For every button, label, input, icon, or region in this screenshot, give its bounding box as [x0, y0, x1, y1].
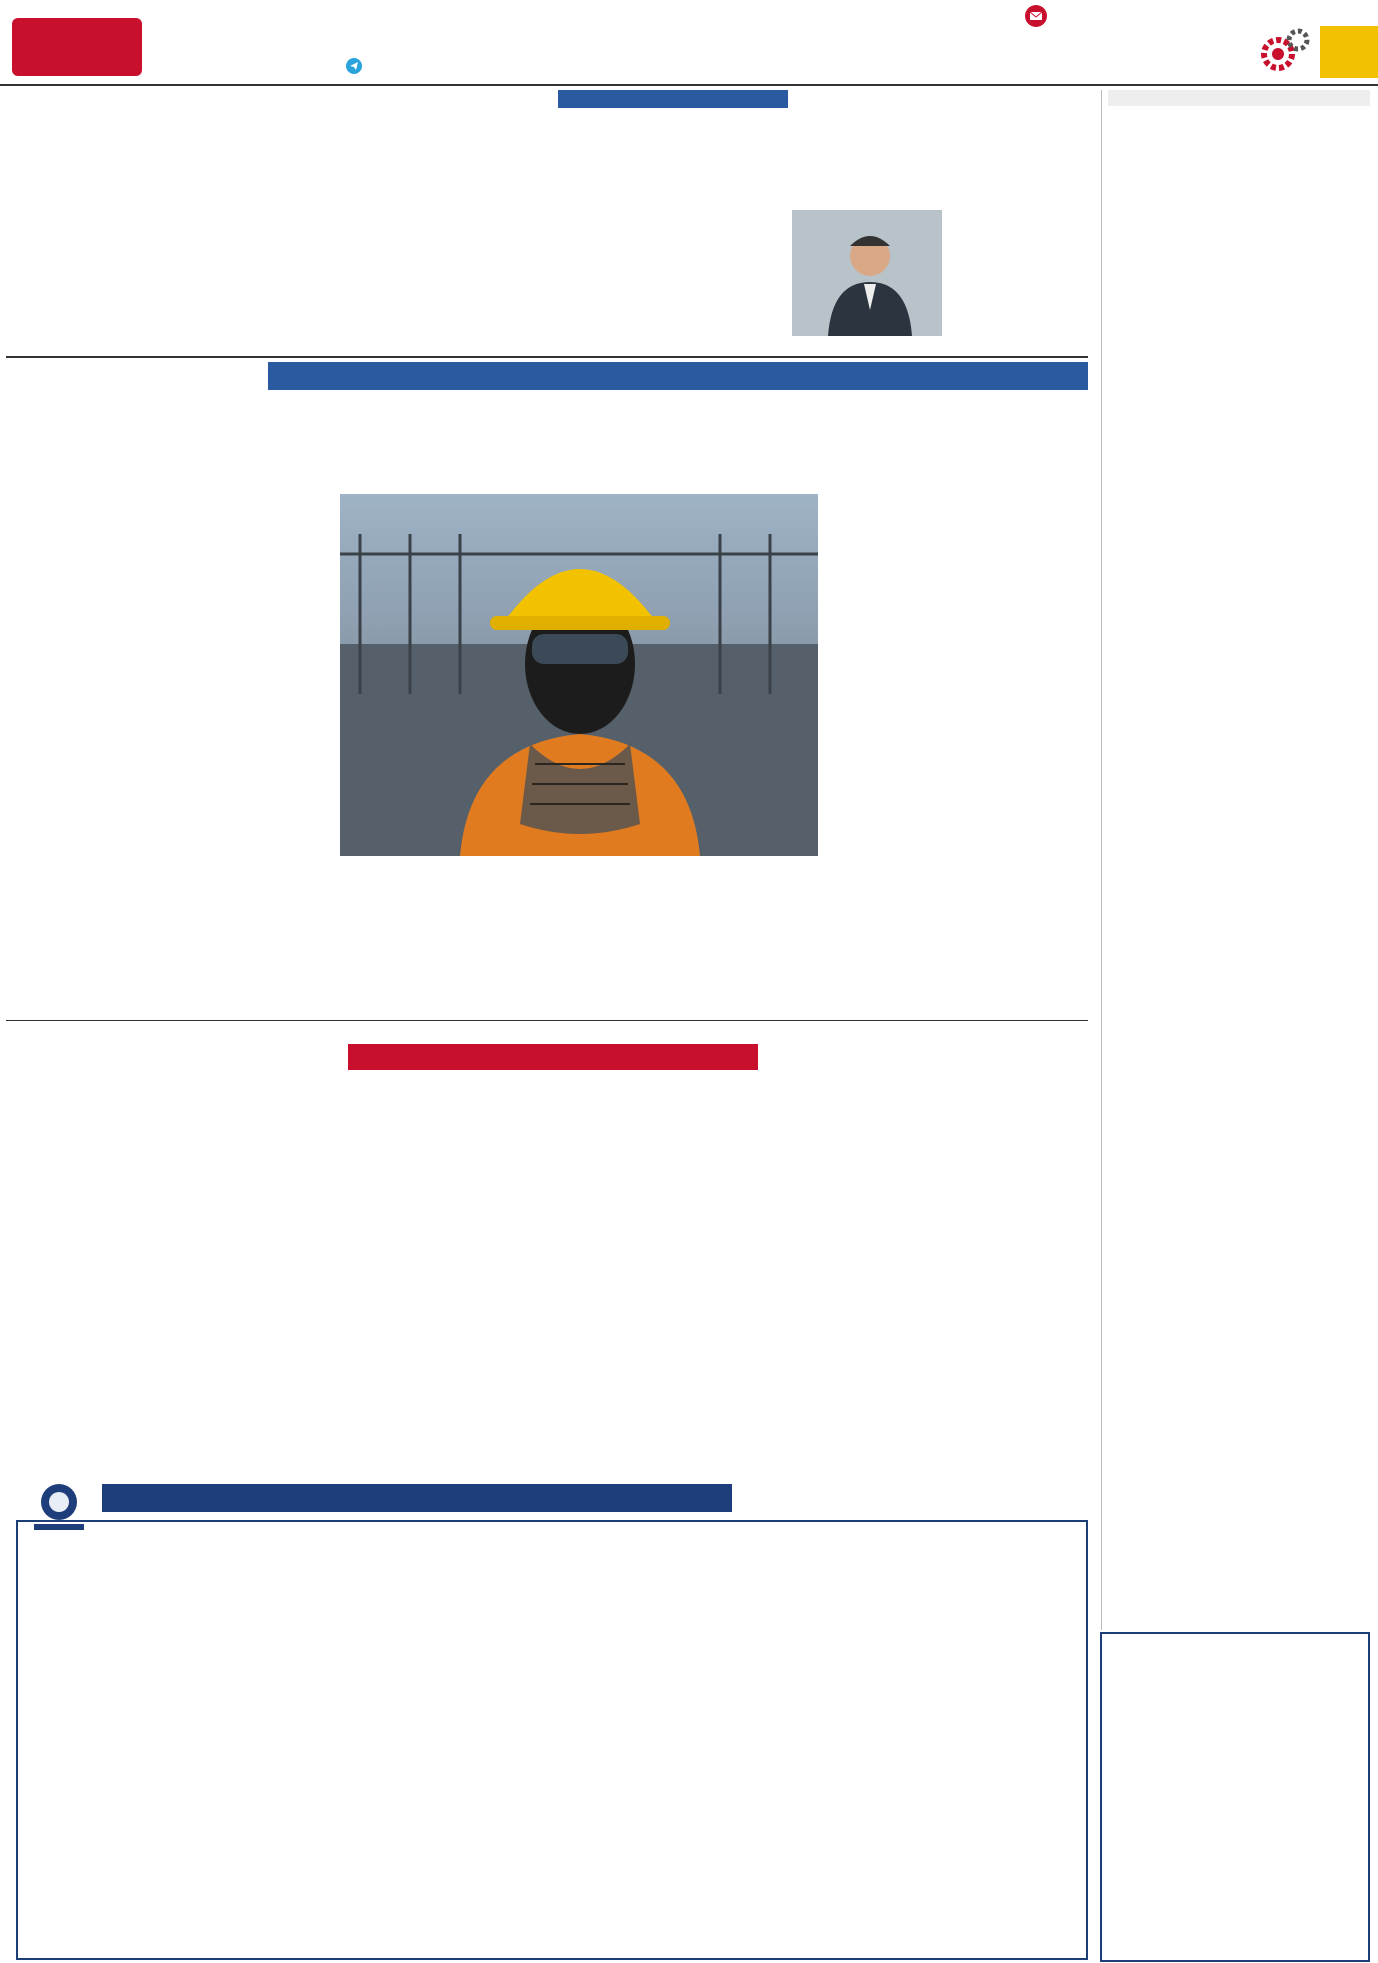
analysis-col-4b [464, 1230, 614, 1472]
top-body-4 [392, 90, 670, 210]
lead-col-d [580, 864, 690, 1014]
lead-kicker [268, 362, 1088, 390]
textile-body [1110, 1350, 1368, 1625]
lead-col-left-bottom [340, 864, 454, 1014]
telegram-icon [346, 58, 362, 74]
brand-logo [12, 18, 142, 76]
analysis-col-5b [306, 1162, 456, 1472]
column-divider [1101, 90, 1102, 1630]
photo-credit [324, 770, 338, 856]
analysis-col-1b [938, 1302, 1088, 1472]
lead-col-b [832, 494, 960, 844]
analysis-col-3b [622, 1344, 772, 1472]
email-icon [1024, 4, 1048, 28]
analysis-col-6b [173, 1212, 298, 1472]
top-rule [6, 356, 1088, 358]
ad-left-box [16, 1520, 1088, 1960]
news-kicker [1108, 90, 1370, 106]
lead-col-c [832, 868, 960, 1014]
top-body-2 [950, 204, 1080, 336]
lead-col-right-narrow [968, 494, 1088, 1014]
analysis-col-6 [173, 1030, 298, 1170]
gear-icon [1256, 24, 1312, 80]
analysis-col-2 [780, 1076, 930, 1472]
ad-left-title [102, 1484, 732, 1512]
worker-photo [340, 494, 818, 856]
lead-col-right [183, 494, 318, 1014]
analysis-col-1 [938, 1036, 1088, 1266]
ad-right-box [1100, 1632, 1370, 1962]
oil-body [1110, 528, 1368, 1288]
masthead-rule [0, 84, 1378, 86]
analysis-col-5 [306, 1044, 456, 1114]
analysis-col-4 [464, 1076, 614, 1226]
news-body [1110, 162, 1368, 452]
lead-col-e [462, 864, 572, 1014]
analysis-rule [6, 1020, 1088, 1021]
lead-col-c2 [698, 864, 818, 1014]
minister-photo [792, 210, 942, 336]
page-number [1320, 26, 1378, 78]
analysis-col-3 [622, 1076, 772, 1306]
top-body-3 [674, 90, 942, 202]
